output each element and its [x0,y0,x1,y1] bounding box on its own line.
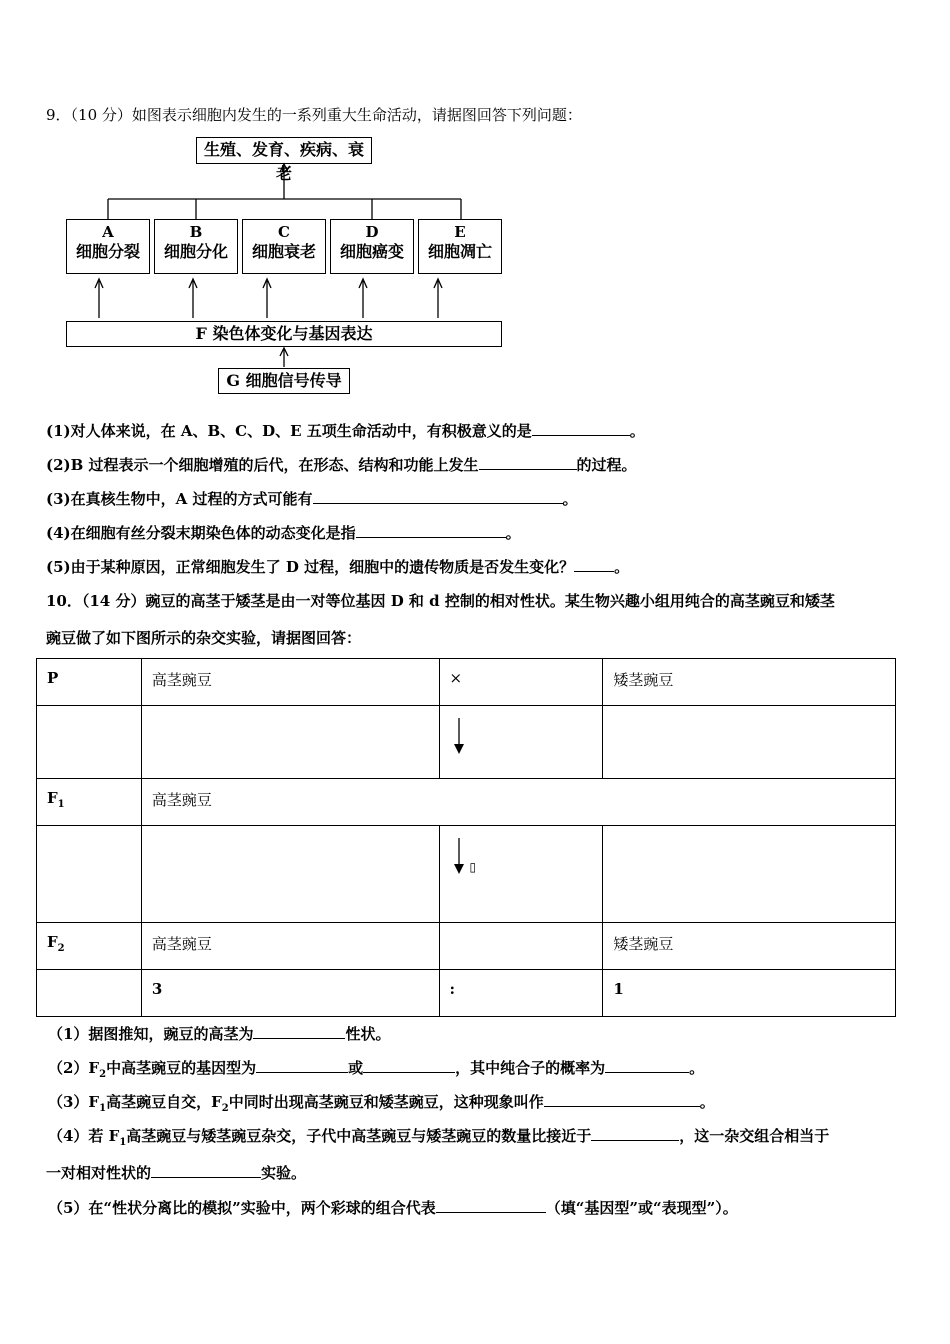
answer-blank[interactable] [256,1058,348,1073]
q10-question-2: $(2)F_2$中高茎豌豆的基因型为 或 ，其中纯合子的概率为 。 [48,1059,705,1080]
q9-question-5: (5)由于某种原因，正常细胞发生了 D 过程，细胞中的遗传物质是否发生变化？ 。 [46,558,630,576]
diagram-box-d: D 细胞癌变 [330,219,414,274]
diagram-connectors [0,0,950,420]
selfing-arrow-cell [439,826,603,923]
diagram-box-b: B 细胞分化 [154,219,238,274]
f1-value: 高茎豌豆 [141,779,895,826]
diagram-box-e: E 细胞凋亡 [418,219,502,274]
selfing-mark: ▯ [469,860,477,874]
down-arrow-icon [450,836,470,876]
answer-blank[interactable] [605,1058,689,1073]
ratio-sep: : [439,970,603,1017]
answer-blank[interactable] [313,489,563,504]
diagram-top-box: 生殖、发育、疾病、衰老 [196,137,372,164]
ratio-right: 1 [603,970,896,1017]
q10-question-5: （5）在“性状分离比的模拟”实验中，两个彩球的组合代表 （填“基因型”或“表现型”）。 [48,1199,738,1217]
answer-blank[interactable] [532,421,630,436]
q10-title-line1: 10．（14 分）豌豆的高茎于矮茎是由一对等位基因 D 和 d 控制的相对性状。某生物兴趣小组用纯合的高茎豌豆和矮茎 [46,592,835,610]
row-f2-label: $F_2$ [37,923,142,970]
arrows-f-to-boxes [95,279,442,318]
q9-question-1: (1)对人体来说，在 A、B、C、D、E 五项生命活动中，有积极意义的是 。 [46,422,645,440]
p-tall: 高茎豌豆 [141,659,439,706]
q10-question-4: （4）若 $F_1$高茎豌豆与矮茎豌豆杂交，子代中高茎豌豆与矮茎豌豆的数量比接近于 ，这一杂交组合相当于 [48,1127,830,1148]
answer-blank[interactable] [151,1163,261,1178]
f2-short: 矮茎豌豆 [603,923,896,970]
answer-blank[interactable] [253,1024,345,1039]
down-arrow-cell [439,706,603,779]
diagram-f-box: F 染色体变化与基因表达 [66,321,502,347]
diagram-box-a: A 细胞分裂 [66,219,150,274]
q9-question-3: (3)在真核生物中，A 过程的方式可能有 。 [46,490,578,508]
down-arrow-icon [450,716,470,756]
answer-blank[interactable] [479,455,577,470]
q9-title: 9．（10 分）如图表示细胞内发生的一系列重大生命活动，请据图回答下列问题： [46,106,582,124]
q10-question-1: （1）据图推知，豌豆的高茎为 性状。 [48,1025,391,1043]
answer-blank[interactable] [363,1058,455,1073]
answer-blank[interactable] [544,1092,700,1107]
diagram-g-box: G 细胞信号传导 [218,368,350,394]
cross-symbol: × [439,659,603,706]
answer-blank[interactable] [574,557,614,572]
f2-tall: 高茎豌豆 [141,923,439,970]
q10-question-4-line2: 一对相对性状的 实验。 [46,1164,307,1182]
q9-question-2: (2)B 过程表示一个细胞增殖的后代，在形态、结构和功能上发生 的过程。 [46,456,637,474]
answer-blank[interactable] [356,523,506,538]
p-short: 矮茎豌豆 [603,659,896,706]
q10-title-line2: 豌豆做了如下图所示的杂交实验，请据图回答： [46,629,362,647]
cross-table [36,658,896,1017]
answer-blank[interactable] [591,1126,679,1141]
ratio-left: 3 [141,970,439,1017]
answer-blank[interactable] [436,1198,546,1213]
row-f1-label: $F_1$ [37,779,142,826]
diagram-box-c: C 细胞衰老 [242,219,326,274]
q9-question-4: (4)在细胞有丝分裂末期染色体的动态变化是指 。 [46,524,521,542]
row-p-label: P [37,659,142,706]
q10-question-3: $(3)F_1$高茎豌豆自交，$F_2$中同时出现高茎豌豆和矮茎豌豆，这种现象叫作 。 [48,1093,715,1114]
